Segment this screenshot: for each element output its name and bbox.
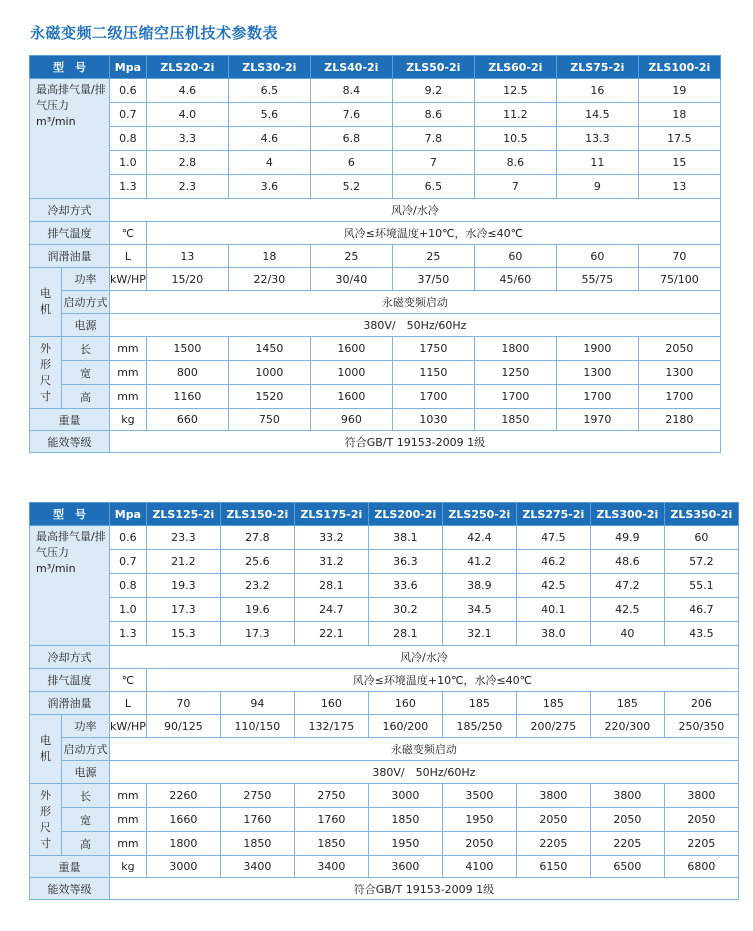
dims-label-text: 外形尺寸 <box>40 788 51 850</box>
flow-cell: 30.2 <box>368 598 442 622</box>
exhaust-row <box>30 669 739 692</box>
power-cell: 15/20 <box>146 268 228 291</box>
length-cell: 3800 <box>590 784 664 808</box>
header-model-name: ZLS60-2i <box>474 56 556 79</box>
width-label: 宽 <box>62 808 110 832</box>
weight-cell: 6800 <box>664 856 738 878</box>
power-cell: 75/100 <box>638 268 720 291</box>
lube-cell: 18 <box>228 245 310 268</box>
lube-cell: 185 <box>590 692 664 715</box>
height-cell: 1700 <box>638 385 720 409</box>
height-row <box>30 385 721 409</box>
height-cell: 1950 <box>368 832 442 856</box>
pressure-cell: 0.7 <box>110 550 147 574</box>
flow-cell: 2.3 <box>146 175 228 199</box>
flow-label-text: 最高排气量/排气压力 <box>36 530 106 559</box>
power-row <box>30 268 721 291</box>
flow-cell: 12.5 <box>474 79 556 103</box>
flow-cell: 7 <box>474 175 556 199</box>
weight-cell: 1030 <box>392 409 474 431</box>
lube-cell: 160 <box>368 692 442 715</box>
height-cell: 2205 <box>590 832 664 856</box>
flow-cell: 10.5 <box>474 127 556 151</box>
height-cell: 2205 <box>664 832 738 856</box>
flow-cell: 13 <box>638 175 720 199</box>
lube-cell: 70 <box>638 245 720 268</box>
flow-cell: 33.6 <box>368 574 442 598</box>
flow-row <box>30 550 739 574</box>
flow-cell: 6.8 <box>310 127 392 151</box>
weight-row <box>30 409 721 431</box>
flow-cell: 46.7 <box>664 598 738 622</box>
length-label: 长 <box>62 784 110 808</box>
power-cell: 22/30 <box>228 268 310 291</box>
pressure-cell: 1.0 <box>110 598 147 622</box>
flow-cell: 8.4 <box>310 79 392 103</box>
flow-cell: 15 <box>638 151 720 175</box>
flow-cell: 31.2 <box>294 550 368 574</box>
lube-cell: 206 <box>664 692 738 715</box>
flow-cell: 28.1 <box>294 574 368 598</box>
header-model-name: ZLS75-2i <box>556 56 638 79</box>
flow-cell: 47.5 <box>516 526 590 550</box>
flow-cell: 6.5 <box>392 175 474 199</box>
flow-cell: 24.7 <box>294 598 368 622</box>
flow-row <box>30 79 721 103</box>
width-cell: 2050 <box>590 808 664 832</box>
flow-cell: 38.1 <box>368 526 442 550</box>
flow-cell: 9.2 <box>392 79 474 103</box>
lube-unit: L <box>110 692 147 715</box>
flow-cell: 19 <box>638 79 720 103</box>
width-unit: mm <box>110 361 147 385</box>
length-row <box>30 337 721 361</box>
power-cell: 45/60 <box>474 268 556 291</box>
power-cell: 200/275 <box>516 715 590 738</box>
flow-cell: 11 <box>556 151 638 175</box>
width-cell: 1760 <box>294 808 368 832</box>
weight-cell: 3600 <box>368 856 442 878</box>
header-model-name: ZLS20-2i <box>146 56 228 79</box>
pressure-cell: 0.6 <box>110 526 147 550</box>
length-cell: 1600 <box>310 337 392 361</box>
header-model-name: ZLS125-2i <box>146 503 220 526</box>
start-value: 永磁变频启动 <box>110 738 739 761</box>
cooling-value: 风冷/水冷 <box>110 646 739 669</box>
flow-cell: 25.6 <box>220 550 294 574</box>
header-model-name: ZLS30-2i <box>228 56 310 79</box>
supply-label: 电源 <box>62 314 110 337</box>
power-cell: 55/75 <box>556 268 638 291</box>
pressure-cell: 0.8 <box>110 574 147 598</box>
height-unit: mm <box>110 832 147 856</box>
flow-cell: 34.5 <box>442 598 516 622</box>
height-row <box>30 832 739 856</box>
length-cell: 1750 <box>392 337 474 361</box>
weight-cell: 660 <box>146 409 228 431</box>
dims-label-text: 外形尺寸 <box>40 341 51 403</box>
weight-label: 重量 <box>30 856 110 878</box>
height-cell: 1700 <box>556 385 638 409</box>
flow-row <box>30 598 739 622</box>
flow-row <box>30 175 721 199</box>
supply-row <box>30 314 721 337</box>
header-model-name: ZLS200-2i <box>368 503 442 526</box>
length-cell: 1500 <box>146 337 228 361</box>
header-model-name: ZLS250-2i <box>442 503 516 526</box>
header-row <box>30 503 739 526</box>
header-mpa: Mpa <box>110 56 147 79</box>
flow-row <box>30 103 721 127</box>
width-cell: 1300 <box>638 361 720 385</box>
weight-cell: 6500 <box>590 856 664 878</box>
length-cell: 2750 <box>294 784 368 808</box>
header-model-name: ZLS300-2i <box>590 503 664 526</box>
lube-cell: 25 <box>310 245 392 268</box>
width-unit: mm <box>110 808 147 832</box>
height-cell: 1160 <box>146 385 228 409</box>
flow-cell: 19.3 <box>146 574 220 598</box>
spec-table-2 <box>29 502 739 900</box>
header-model-name: ZLS50-2i <box>392 56 474 79</box>
flow-cell: 23.2 <box>220 574 294 598</box>
weight-cell: 4100 <box>442 856 516 878</box>
header-model-name: ZLS150-2i <box>220 503 294 526</box>
exhaust-unit: ℃ <box>110 222 147 245</box>
motor-label <box>30 268 62 337</box>
flow-cell: 27.8 <box>220 526 294 550</box>
flow-cell: 4 <box>228 151 310 175</box>
power-unit: kW/HP <box>110 268 147 291</box>
lube-label: 润滑油量 <box>30 245 110 268</box>
efficiency-value: 符合GB/T 19153-2009 1级 <box>110 878 739 900</box>
weight-cell: 6150 <box>516 856 590 878</box>
power-label: 功率 <box>62 268 110 291</box>
start-row <box>30 738 739 761</box>
length-cell: 1900 <box>556 337 638 361</box>
lube-label: 润滑油量 <box>30 692 110 715</box>
flow-cell: 8.6 <box>474 151 556 175</box>
lube-cell: 94 <box>220 692 294 715</box>
weight-cell: 2180 <box>638 409 720 431</box>
width-cell: 1000 <box>310 361 392 385</box>
height-cell: 1800 <box>146 832 220 856</box>
header-model-name: ZLS40-2i <box>310 56 392 79</box>
power-cell: 37/50 <box>392 268 474 291</box>
cooling-row <box>30 646 739 669</box>
lube-cell: 70 <box>146 692 220 715</box>
flow-cell: 2.8 <box>146 151 228 175</box>
lube-cell: 185 <box>516 692 590 715</box>
weight-cell: 1970 <box>556 409 638 431</box>
width-cell: 1300 <box>556 361 638 385</box>
flow-row <box>30 127 721 151</box>
height-cell: 1600 <box>310 385 392 409</box>
flow-cell: 16 <box>556 79 638 103</box>
supply-value: 380V/ 50Hz/60Hz <box>110 314 721 337</box>
header-model: 型 号 <box>30 56 110 79</box>
power-cell: 132/175 <box>294 715 368 738</box>
efficiency-value: 符合GB/T 19153-2009 1级 <box>110 431 721 453</box>
lube-cell: 25 <box>392 245 474 268</box>
flow-row <box>30 526 739 550</box>
flow-cell: 42.5 <box>590 598 664 622</box>
power-cell: 110/150 <box>220 715 294 738</box>
width-cell: 1150 <box>392 361 474 385</box>
pressure-cell: 1.0 <box>110 151 147 175</box>
flow-cell: 42.5 <box>516 574 590 598</box>
weight-cell: 3400 <box>220 856 294 878</box>
flow-cell: 7.8 <box>392 127 474 151</box>
length-unit: mm <box>110 784 147 808</box>
height-cell: 1850 <box>294 832 368 856</box>
lube-row <box>30 692 739 715</box>
height-cell: 1850 <box>220 832 294 856</box>
length-cell: 1450 <box>228 337 310 361</box>
start-label: 启动方式 <box>62 291 110 314</box>
width-cell: 1000 <box>228 361 310 385</box>
length-label: 长 <box>62 337 110 361</box>
flow-cell: 40.1 <box>516 598 590 622</box>
header-model-name: ZLS175-2i <box>294 503 368 526</box>
width-cell: 1660 <box>146 808 220 832</box>
efficiency-label: 能效等级 <box>30 878 110 900</box>
length-unit: mm <box>110 337 147 361</box>
flow-cell: 55.1 <box>664 574 738 598</box>
lube-cell: 60 <box>474 245 556 268</box>
flow-cell: 4.6 <box>228 127 310 151</box>
length-cell: 1800 <box>474 337 556 361</box>
pressure-cell: 0.8 <box>110 127 147 151</box>
lube-unit: L <box>110 245 147 268</box>
flow-cell: 13.3 <box>556 127 638 151</box>
flow-cell: 32.1 <box>442 622 516 646</box>
flow-cell: 60 <box>664 526 738 550</box>
flow-unit: m³/min <box>36 115 76 128</box>
flow-cell: 9 <box>556 175 638 199</box>
weight-row <box>30 856 739 878</box>
height-label: 高 <box>62 385 110 409</box>
flow-cell: 17.5 <box>638 127 720 151</box>
flow-cell: 33.2 <box>294 526 368 550</box>
weight-cell: 3000 <box>146 856 220 878</box>
power-label: 功率 <box>62 715 110 738</box>
lube-row <box>30 245 721 268</box>
width-cell: 2050 <box>664 808 738 832</box>
power-row <box>30 715 739 738</box>
efficiency-row <box>30 878 739 900</box>
flow-cell: 36.3 <box>368 550 442 574</box>
lube-cell: 60 <box>556 245 638 268</box>
length-cell: 3800 <box>664 784 738 808</box>
flow-cell: 28.1 <box>368 622 442 646</box>
flow-cell: 38.9 <box>442 574 516 598</box>
flow-cell: 19.6 <box>220 598 294 622</box>
header-model-name: ZLS100-2i <box>638 56 720 79</box>
efficiency-row <box>30 431 721 453</box>
start-value: 永磁变频启动 <box>110 291 721 314</box>
width-row <box>30 361 721 385</box>
flow-cell: 4.6 <box>146 79 228 103</box>
length-cell: 2750 <box>220 784 294 808</box>
page-title: 永磁变频二级压缩空压机技术参数表 <box>30 24 279 42</box>
width-cell: 1850 <box>368 808 442 832</box>
flow-label <box>30 526 110 646</box>
header-model-name: ZLS350-2i <box>664 503 738 526</box>
height-cell: 2050 <box>442 832 516 856</box>
weight-cell: 1850 <box>474 409 556 431</box>
flow-cell: 5.6 <box>228 103 310 127</box>
flow-cell: 5.2 <box>310 175 392 199</box>
pressure-cell: 0.6 <box>110 79 147 103</box>
supply-label: 电源 <box>62 761 110 784</box>
length-cell: 3800 <box>516 784 590 808</box>
flow-row <box>30 574 739 598</box>
flow-unit: m³/min <box>36 562 76 575</box>
height-cell: 1700 <box>474 385 556 409</box>
flow-cell: 48.6 <box>590 550 664 574</box>
start-label: 启动方式 <box>62 738 110 761</box>
height-cell: 1520 <box>228 385 310 409</box>
cooling-row <box>30 199 721 222</box>
height-unit: mm <box>110 385 147 409</box>
supply-value: 380V/ 50Hz/60Hz <box>110 761 739 784</box>
flow-cell: 47.2 <box>590 574 664 598</box>
weight-cell: 3400 <box>294 856 368 878</box>
width-cell: 1760 <box>220 808 294 832</box>
power-cell: 90/125 <box>146 715 220 738</box>
weight-unit: kg <box>110 856 147 878</box>
length-cell: 2050 <box>638 337 720 361</box>
flow-cell: 21.2 <box>146 550 220 574</box>
flow-cell: 7.6 <box>310 103 392 127</box>
flow-cell: 43.5 <box>664 622 738 646</box>
flow-cell: 57.2 <box>664 550 738 574</box>
flow-cell: 3.6 <box>228 175 310 199</box>
flow-cell: 41.2 <box>442 550 516 574</box>
start-row <box>30 291 721 314</box>
exhaust-label: 排气温度 <box>30 222 110 245</box>
height-cell: 2205 <box>516 832 590 856</box>
cooling-value: 风冷/水冷 <box>110 199 721 222</box>
pressure-cell: 1.3 <box>110 622 147 646</box>
pressure-cell: 0.7 <box>110 103 147 127</box>
weight-label: 重量 <box>30 409 110 431</box>
lube-cell: 13 <box>146 245 228 268</box>
flow-cell: 46.2 <box>516 550 590 574</box>
header-model: 型 号 <box>30 503 110 526</box>
weight-cell: 960 <box>310 409 392 431</box>
motor-label-text: 电机 <box>40 734 51 763</box>
pressure-cell: 1.3 <box>110 175 147 199</box>
flow-row <box>30 622 739 646</box>
flow-cell: 42.4 <box>442 526 516 550</box>
exhaust-unit: ℃ <box>110 669 147 692</box>
flow-cell: 7 <box>392 151 474 175</box>
flow-cell: 15.3 <box>146 622 220 646</box>
flow-cell: 14.5 <box>556 103 638 127</box>
weight-cell: 750 <box>228 409 310 431</box>
width-cell: 2050 <box>516 808 590 832</box>
length-row <box>30 784 739 808</box>
flow-cell: 17.3 <box>146 598 220 622</box>
flow-label <box>30 79 110 199</box>
power-cell: 220/300 <box>590 715 664 738</box>
length-cell: 3000 <box>368 784 442 808</box>
weight-unit: kg <box>110 409 147 431</box>
width-cell: 1250 <box>474 361 556 385</box>
motor-label <box>30 715 62 784</box>
flow-cell: 38.0 <box>516 622 590 646</box>
efficiency-label: 能效等级 <box>30 431 110 453</box>
power-unit: kW/HP <box>110 715 147 738</box>
flow-cell: 49.9 <box>590 526 664 550</box>
length-cell: 2260 <box>146 784 220 808</box>
flow-cell: 8.6 <box>392 103 474 127</box>
exhaust-row <box>30 222 721 245</box>
height-cell: 1700 <box>392 385 474 409</box>
power-cell: 30/40 <box>310 268 392 291</box>
dims-label <box>30 784 62 856</box>
width-row <box>30 808 739 832</box>
flow-cell: 40 <box>590 622 664 646</box>
length-cell: 3500 <box>442 784 516 808</box>
flow-cell: 3.3 <box>146 127 228 151</box>
exhaust-value: 风冷≤环境温度+10℃，水冷≤40℃ <box>146 669 738 692</box>
lube-cell: 160 <box>294 692 368 715</box>
lube-cell: 185 <box>442 692 516 715</box>
supply-row <box>30 761 739 784</box>
power-cell: 160/200 <box>368 715 442 738</box>
header-model-name: ZLS275-2i <box>516 503 590 526</box>
flow-cell: 11.2 <box>474 103 556 127</box>
flow-cell: 17.3 <box>220 622 294 646</box>
flow-cell: 22.1 <box>294 622 368 646</box>
flow-cell: 23.3 <box>146 526 220 550</box>
flow-label-text: 最高排气量/排气压力 <box>36 83 106 112</box>
flow-cell: 6.5 <box>228 79 310 103</box>
exhaust-value: 风冷≤环境温度+10℃，水冷≤40℃ <box>146 222 720 245</box>
height-label: 高 <box>62 832 110 856</box>
power-cell: 250/350 <box>664 715 738 738</box>
width-cell: 1950 <box>442 808 516 832</box>
dims-label <box>30 337 62 409</box>
cooling-label: 冷却方式 <box>30 646 110 669</box>
flow-cell: 18 <box>638 103 720 127</box>
flow-row <box>30 151 721 175</box>
cooling-label: 冷却方式 <box>30 199 110 222</box>
power-cell: 185/250 <box>442 715 516 738</box>
width-cell: 800 <box>146 361 228 385</box>
flow-cell: 6 <box>310 151 392 175</box>
header-mpa: Mpa <box>110 503 147 526</box>
motor-label-text: 电机 <box>40 287 51 316</box>
spec-table-1 <box>29 55 721 453</box>
header-row <box>30 56 721 79</box>
width-label: 宽 <box>62 361 110 385</box>
flow-cell: 4.0 <box>146 103 228 127</box>
exhaust-label: 排气温度 <box>30 669 110 692</box>
